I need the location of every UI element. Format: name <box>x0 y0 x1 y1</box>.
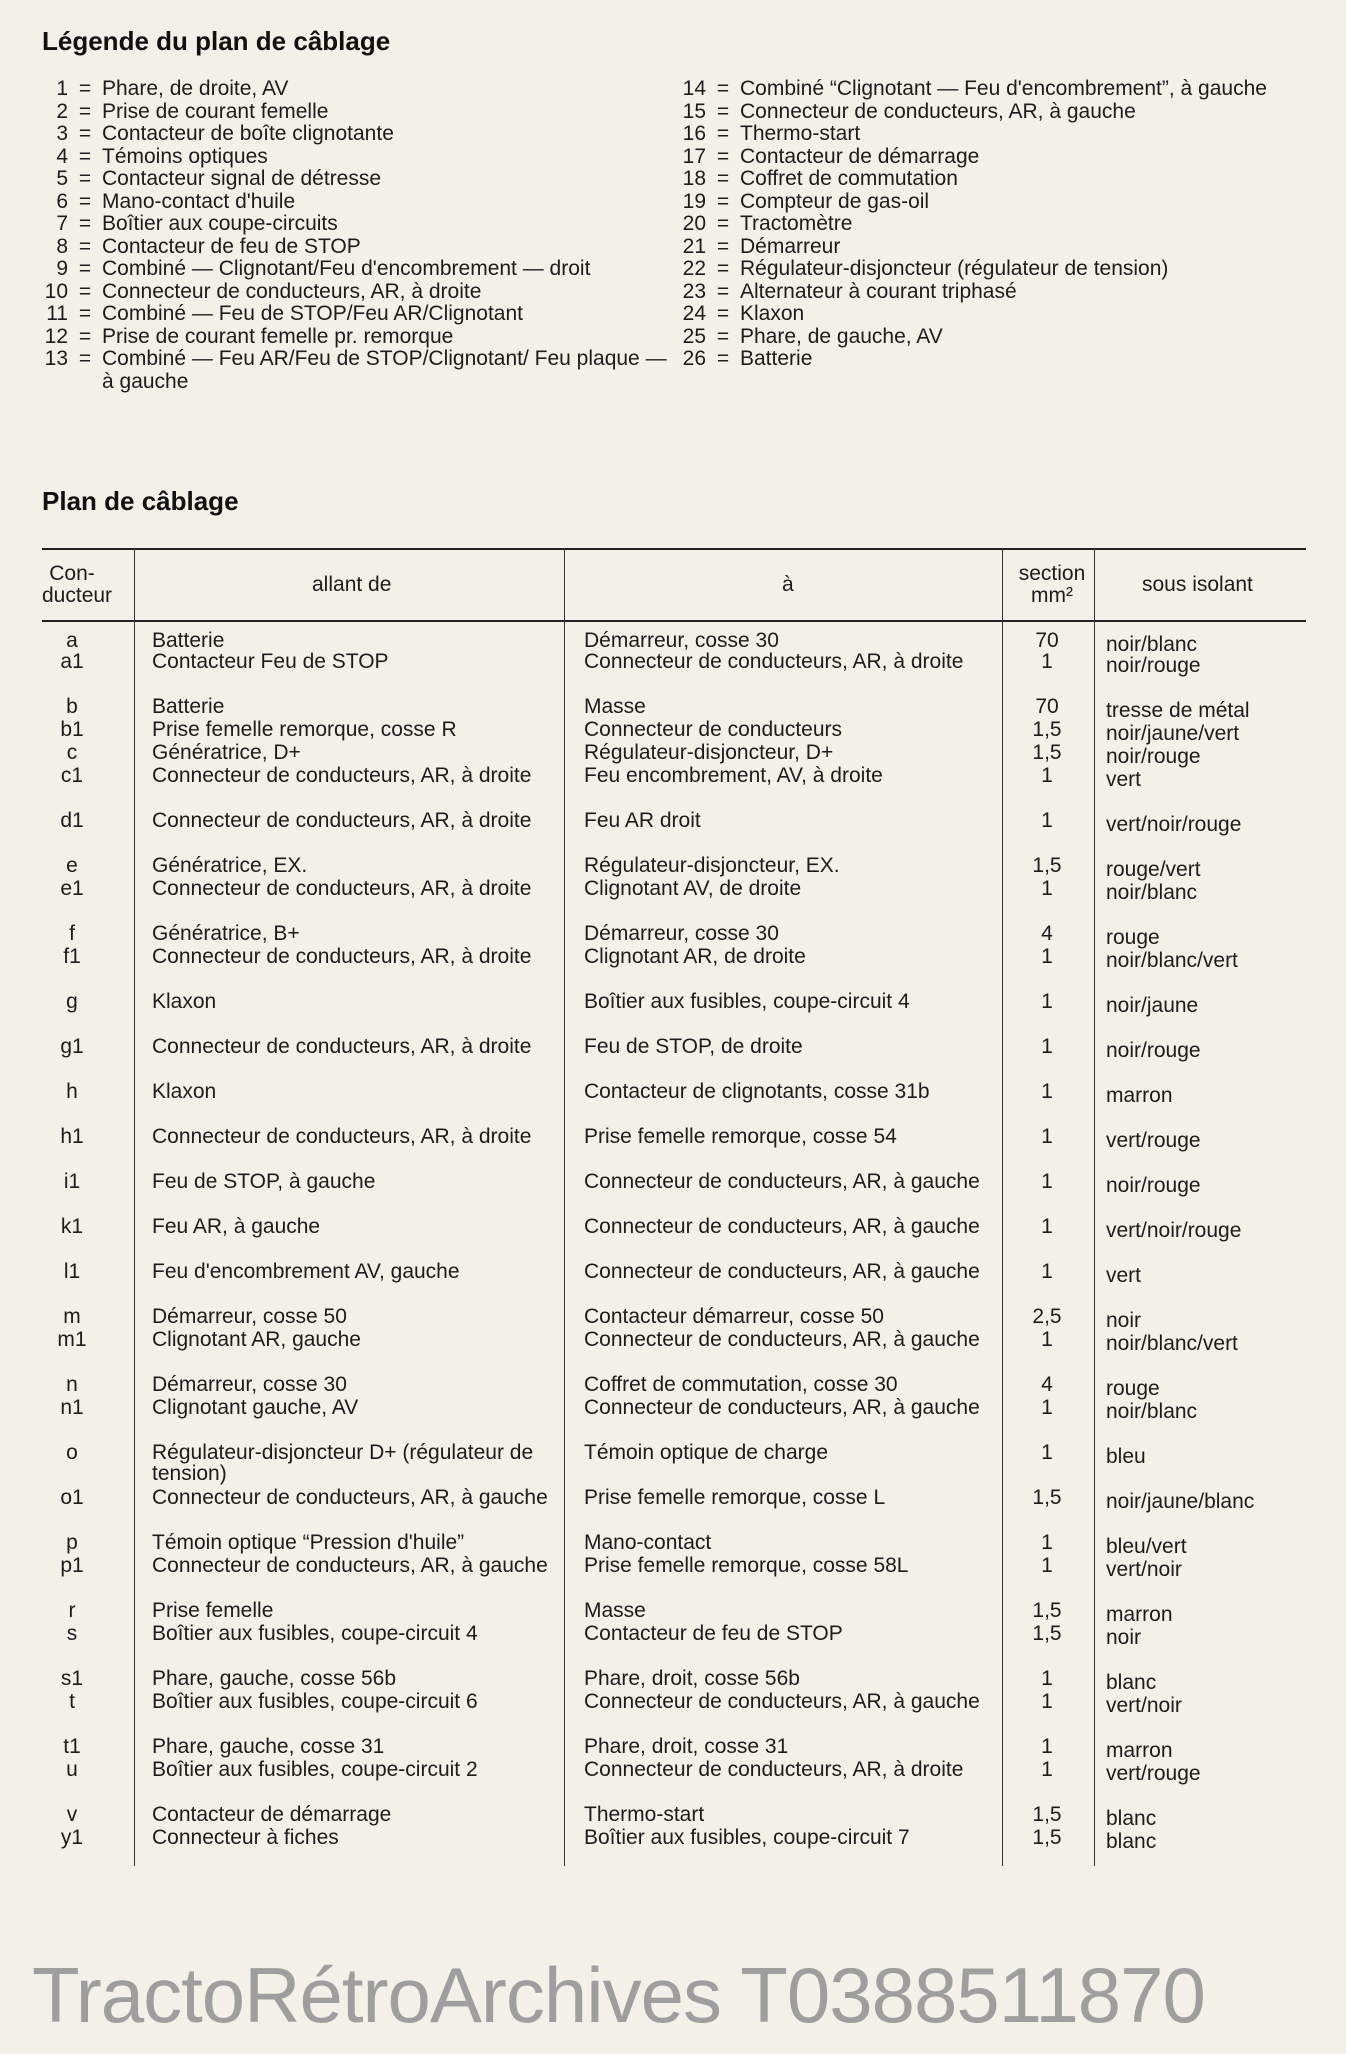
cell-allant-de: Connecteur de conducteurs, AR, à gauche <box>152 1486 548 1509</box>
cell-allant-de: Régulateur-disjoncteur D+ (régulateur de tension) <box>152 1441 534 1485</box>
header-isolant-label: sous isolant <box>1142 573 1253 596</box>
cell-conducteur: m <box>63 1305 81 1328</box>
cell-allant-de: Batterie <box>152 629 225 652</box>
legend-text: Régulateur-disjoncteur (régulateur de tension) <box>740 257 1169 280</box>
legend-equals: = <box>716 302 730 325</box>
cell-a: Démarreur, cosse 30 <box>584 922 779 945</box>
cell-section: 1 <box>1041 764 1053 787</box>
cell-section: 1,5 <box>1032 1599 1062 1622</box>
legend-number: 23 <box>682 279 706 303</box>
legend-number: 2 <box>56 99 68 123</box>
legend-item <box>680 168 1320 191</box>
cell-a: Prise femelle remorque, cosse L <box>584 1486 886 1509</box>
cell-allant-de: Démarreur, cosse 50 <box>152 1305 347 1328</box>
legend-equals: = <box>78 324 92 348</box>
cell-section: 1 <box>1041 809 1053 832</box>
cell-a: Coffret de commutation, cosse 30 <box>584 1373 898 1396</box>
cell-isolant: vert/noir/rouge <box>1106 813 1242 836</box>
cell-conducteur: f <box>69 922 75 945</box>
cell-allant-de: Klaxon <box>152 1080 217 1103</box>
legend-item <box>680 146 1320 169</box>
cell-a: Feu AR droit <box>584 809 701 832</box>
cell-section: 1,5 <box>1032 854 1062 877</box>
cell-isolant: vert <box>1106 1264 1142 1287</box>
legend-text: Mano-contact d'huile <box>102 189 296 213</box>
cell-conducteur: g <box>66 990 78 1013</box>
cell-conducteur: v <box>66 1803 78 1826</box>
cell-conducteur: u <box>66 1758 78 1781</box>
legend-text: Prise de courant femelle pr. remorque <box>102 324 454 348</box>
header-conducteur-label: Con- ducteur <box>42 562 113 607</box>
legend-column-left <box>42 78 682 393</box>
cell-a: Contacteur de feu de STOP <box>584 1622 843 1645</box>
cell-section: 1 <box>1041 1690 1053 1713</box>
cell-conducteur: l1 <box>63 1260 81 1283</box>
watermark: TractoRétroArchives T0388511870 <box>32 1951 1205 2039</box>
cell-allant-de: Connecteur de conducteurs, AR, à droite <box>152 764 532 787</box>
cell-section: 1,5 <box>1032 1486 1062 1509</box>
legend-number: 11 <box>46 302 68 325</box>
cell-a: Connecteur de conducteurs, AR, à gauche <box>584 1690 980 1713</box>
cell-allant-de: Boîtier aux fusibles, coupe-circuit 2 <box>152 1758 478 1781</box>
header-a-label: à <box>782 573 794 596</box>
legend-text: Démarreur <box>740 234 841 258</box>
cell-section: 1 <box>1041 1215 1053 1238</box>
cell-conducteur: y1 <box>60 1826 84 1849</box>
cell-allant-de: Génératrice, EX. <box>152 854 308 877</box>
legend-equals: = <box>716 279 730 303</box>
legend-item <box>42 303 682 326</box>
legend-text: Phare, de gauche, AV <box>740 324 943 348</box>
legend-item <box>42 348 682 393</box>
legend-text: Alternateur à courant triphasé <box>740 279 1017 303</box>
legend-title: Légende du plan de câblage <box>42 26 391 56</box>
cell-a: Clignotant AR, de droite <box>584 945 806 968</box>
cell-allant-de: Klaxon <box>152 990 217 1013</box>
cell-section: 1,5 <box>1032 1622 1062 1645</box>
legend-item <box>42 191 682 214</box>
cell-section: 1,5 <box>1032 718 1062 741</box>
legend-column-right <box>680 78 1320 371</box>
cell-a: Phare, droit, cosse 56b <box>584 1667 800 1690</box>
cell-allant-de: Prise femelle remorque, cosse R <box>152 718 457 741</box>
legend-equals: = <box>78 212 92 235</box>
cell-section: 4 <box>1041 1373 1053 1396</box>
cell-a: Masse <box>584 695 646 718</box>
cell-a: Connecteur de conducteurs, AR, à gauche <box>584 1260 980 1283</box>
legend-item <box>42 236 682 259</box>
cell-isolant: noir <box>1106 1309 1142 1332</box>
legend-equals: = <box>78 279 92 303</box>
legend-number: 3 <box>56 122 68 145</box>
cell-allant-de: Connecteur de conducteurs, AR, à droite <box>152 945 532 968</box>
cell-conducteur: k1 <box>60 1215 84 1238</box>
cell-a: Boîtier aux fusibles, coupe-circuit 4 <box>584 990 910 1013</box>
cell-a: Thermo-start <box>584 1803 705 1826</box>
cell-section: 1 <box>1041 1396 1053 1419</box>
cell-a: Connecteur de conducteurs, AR, à droite <box>584 1758 964 1781</box>
legend-text: Batterie <box>740 347 813 370</box>
legend-number: 15 <box>682 99 706 123</box>
legend-equals: = <box>716 234 730 258</box>
cell-conducteur: g1 <box>60 1035 84 1058</box>
cell-isolant: blanc <box>1106 1807 1157 1830</box>
cell-conducteur: a <box>66 629 78 652</box>
cell-conducteur: i1 <box>63 1170 81 1193</box>
legend-number: 26 <box>682 347 706 370</box>
table-header <box>42 548 1306 622</box>
cell-a: Feu de STOP, de droite <box>584 1035 803 1058</box>
legend-equals: = <box>716 167 730 190</box>
cell-conducteur: h <box>66 1080 78 1103</box>
legend-equals: = <box>78 347 92 370</box>
cell-isolant: blanc <box>1106 1830 1157 1853</box>
cell-section: 1 <box>1041 1667 1053 1690</box>
cell-allant-de: Génératrice, B+ <box>152 922 300 945</box>
header-section-label: section mm² <box>1018 562 1086 607</box>
legend-number: 17 <box>682 144 706 168</box>
cell-conducteur: m1 <box>57 1328 87 1351</box>
cell-allant-de: Connecteur de conducteurs, AR, à droite <box>152 809 532 832</box>
legend-item <box>42 213 682 236</box>
cell-isolant: noir/rouge <box>1106 1174 1201 1197</box>
cell-conducteur: s1 <box>60 1667 84 1690</box>
cell-section: 1 <box>1041 1735 1053 1758</box>
cell-allant-de: Connecteur à fiches <box>152 1826 339 1849</box>
cell-isolant: blanc <box>1106 1671 1157 1694</box>
cell-a: Régulateur-disjoncteur, D+ <box>584 741 834 764</box>
cell-isolant: vert/rouge <box>1106 1129 1201 1152</box>
cell-allant-de: Feu de STOP, à gauche <box>152 1170 376 1193</box>
legend-number: 25 <box>682 324 706 348</box>
cell-allant-de: Boîtier aux fusibles, coupe-circuit 4 <box>152 1622 478 1645</box>
cell-section: 1,5 <box>1032 1826 1062 1849</box>
legend-number: 6 <box>56 189 68 213</box>
cell-section: 1,5 <box>1032 741 1062 764</box>
cell-section: 1 <box>1041 1554 1053 1577</box>
legend-text: Thermo-start <box>740 122 861 145</box>
cell-section: 1 <box>1041 1080 1053 1103</box>
legend-text: Témoins optiques <box>102 144 268 168</box>
legend-text: Connecteur de conducteurs, AR, à droite <box>102 279 482 303</box>
cell-section: 1 <box>1041 1441 1053 1464</box>
cell-conducteur: t <box>69 1690 75 1713</box>
cell-section: 1 <box>1041 1758 1053 1781</box>
legend-number: 24 <box>682 302 706 325</box>
legend-number: 19 <box>682 189 706 213</box>
legend-equals: = <box>716 77 730 100</box>
legend-equals: = <box>716 99 730 123</box>
cell-a: Boîtier aux fusibles, coupe-circuit 7 <box>584 1826 910 1849</box>
legend-text: Tractomètre <box>740 212 853 235</box>
cell-conducteur: e1 <box>60 877 84 900</box>
legend-equals: = <box>716 324 730 348</box>
legend-item <box>680 303 1320 326</box>
header-section <box>1002 550 1102 620</box>
legend-equals: = <box>78 257 92 280</box>
legend-number: 4 <box>56 144 68 168</box>
cell-allant-de: Contacteur Feu de STOP <box>152 650 389 673</box>
legend-number: 22 <box>682 257 706 280</box>
cell-conducteur: p <box>66 1531 78 1554</box>
cell-a: Mano-contact <box>584 1531 712 1554</box>
cell-conducteur: b1 <box>60 718 84 741</box>
cell-isolant: vert/noir <box>1106 1558 1182 1581</box>
cell-section: 1 <box>1041 1125 1053 1148</box>
cell-section: 1,5 <box>1032 1803 1062 1826</box>
legend-number: 8 <box>56 234 68 258</box>
cell-isolant: noir/blanc <box>1106 633 1198 656</box>
cell-allant-de: Contacteur de démarrage <box>152 1803 392 1826</box>
cell-a: Clignotant AV, de droite <box>584 877 802 900</box>
cell-a: Prise femelle remorque, cosse 58L <box>584 1554 909 1577</box>
legend-number: 7 <box>56 212 68 235</box>
cell-isolant: vert/rouge <box>1106 1762 1201 1785</box>
legend-number: 21 <box>682 234 706 258</box>
legend-text: Combiné “Clignotant — Feu d'encombrement”, à gauche <box>740 77 1267 100</box>
legend-item <box>42 101 682 124</box>
cell-isolant: noir/jaune <box>1106 994 1199 1017</box>
cell-isolant: vert/noir/rouge <box>1106 1219 1242 1242</box>
cell-conducteur: t1 <box>63 1735 81 1758</box>
cell-conducteur: o1 <box>60 1486 84 1509</box>
legend-number: 18 <box>682 167 706 190</box>
cell-allant-de: Feu AR, à gauche <box>152 1215 321 1238</box>
cell-isolant: rouge/vert <box>1106 858 1201 881</box>
cell-a: Démarreur, cosse 30 <box>584 629 779 652</box>
cell-isolant: rouge <box>1106 926 1160 949</box>
cell-isolant: marron <box>1106 1084 1173 1107</box>
cell-section: 70 <box>1035 695 1059 718</box>
legend-text: Compteur de gas-oil <box>740 189 930 213</box>
cell-section: 1 <box>1041 945 1053 968</box>
cell-a: Connecteur de conducteurs, AR, à gauche <box>584 1396 980 1419</box>
cell-conducteur: a1 <box>60 650 84 673</box>
cell-isolant: noir/blanc <box>1106 881 1198 904</box>
cell-conducteur: d1 <box>60 809 84 832</box>
legend-text: Connecteur de conducteurs, AR, à gauche <box>740 99 1136 123</box>
plan-title: Plan de câblage <box>42 486 239 516</box>
cell-section: 1 <box>1041 1328 1053 1351</box>
legend-equals: = <box>716 189 730 213</box>
legend-text: Phare, de droite, AV <box>102 77 289 100</box>
legend-text: Contacteur de démarrage <box>740 144 980 168</box>
legend-text: Contacteur de feu de STOP <box>102 234 361 258</box>
legend-item <box>42 281 682 304</box>
wiring-table <box>42 548 1306 1872</box>
cell-isolant: noir/blanc/vert <box>1106 1332 1238 1355</box>
cell-isolant: noir/blanc <box>1106 1400 1198 1423</box>
cell-conducteur: c <box>66 741 78 764</box>
legend-text: Coffret de commutation <box>740 167 958 190</box>
legend-item <box>680 213 1320 236</box>
cell-conducteur: c1 <box>60 764 84 787</box>
cell-a: Connecteur de conducteurs, AR, à gauche <box>584 1170 980 1193</box>
legend-text: Combiné — Feu AR/Feu de STOP/Clignotant/ Feu plaque — à gauche <box>102 347 667 393</box>
cell-isolant: noir/jaune/vert <box>1106 722 1240 745</box>
cell-a: Prise femelle remorque, cosse 54 <box>584 1125 897 1148</box>
cell-isolant: marron <box>1106 1739 1173 1762</box>
header-allant-de <box>312 550 391 620</box>
cell-isolant: tresse de métal <box>1106 699 1250 722</box>
legend-equals: = <box>78 167 92 190</box>
cell-isolant: noir/jaune/blanc <box>1106 1490 1255 1513</box>
legend-item <box>680 78 1320 101</box>
cell-allant-de: Génératrice, D+ <box>152 741 301 764</box>
cell-isolant: vert <box>1106 768 1142 791</box>
legend-number: 13 <box>44 347 68 370</box>
legend-number: 9 <box>56 257 68 280</box>
header-isolant <box>1142 550 1253 620</box>
cell-section: 1 <box>1041 990 1053 1013</box>
cell-section: 1 <box>1041 1531 1053 1554</box>
cell-section: 1 <box>1041 1170 1053 1193</box>
cell-allant-de: Clignotant AR, gauche <box>152 1328 361 1351</box>
cell-allant-de: Démarreur, cosse 30 <box>152 1373 347 1396</box>
legend-item <box>680 236 1320 259</box>
header-allant-de-label: allant de <box>312 573 392 596</box>
cell-allant-de: Connecteur de conducteurs, AR, à droite <box>152 877 532 900</box>
cell-allant-de: Connecteur de conducteurs, AR, à droite <box>152 1125 532 1148</box>
cell-section: 4 <box>1041 922 1053 945</box>
cell-section: 1 <box>1041 650 1053 673</box>
legend-text: Klaxon <box>740 302 805 325</box>
cell-isolant: noir <box>1106 1626 1142 1649</box>
legend-equals: = <box>716 257 730 280</box>
cell-conducteur: o <box>66 1441 78 1464</box>
cell-a: Connecteur de conducteurs, AR, à gauche <box>584 1215 980 1238</box>
legend-item <box>680 326 1320 349</box>
legend-number: 16 <box>682 122 706 145</box>
cell-conducteur: e <box>66 854 78 877</box>
cell-section: 2,5 <box>1032 1305 1062 1328</box>
cell-allant-de: Témoin optique “Pression d'huile” <box>152 1531 465 1554</box>
legend-equals: = <box>78 122 92 145</box>
cell-isolant: noir/rouge <box>1106 1039 1201 1062</box>
cell-allant-de: Connecteur de conducteurs, AR, à gauche <box>152 1554 548 1577</box>
cell-allant-de: Prise femelle <box>152 1599 274 1622</box>
cell-a: Masse <box>584 1599 646 1622</box>
cell-conducteur: f1 <box>63 945 81 968</box>
cell-isolant: noir/rouge <box>1106 745 1201 768</box>
cell-section: 70 <box>1035 629 1059 652</box>
legend-equals: = <box>716 144 730 168</box>
cell-isolant: marron <box>1106 1603 1173 1626</box>
legend-equals: = <box>78 144 92 168</box>
cell-isolant: bleu <box>1106 1445 1146 1468</box>
cell-conducteur: r <box>68 1599 76 1622</box>
cell-allant-de: Phare, gauche, cosse 31 <box>152 1735 385 1758</box>
cell-allant-de: Boîtier aux fusibles, coupe-circuit 6 <box>152 1690 478 1713</box>
cell-allant-de: Feu d'encombrement AV, gauche <box>152 1260 460 1283</box>
legend-number: 10 <box>44 279 68 303</box>
legend-number: 1 <box>56 77 68 100</box>
legend-equals: = <box>78 189 92 213</box>
cell-conducteur: n <box>66 1373 78 1396</box>
cell-isolant: bleu/vert <box>1106 1535 1187 1558</box>
cell-a: Feu encombrement, AV, à droite <box>584 764 883 787</box>
legend-item <box>42 326 682 349</box>
cell-conducteur: s <box>66 1622 78 1645</box>
legend-equals: = <box>78 77 92 100</box>
legend-equals: = <box>78 234 92 258</box>
cell-a: Connecteur de conducteurs, AR, à droite <box>584 650 964 673</box>
cell-section: 1 <box>1041 1260 1053 1283</box>
cell-conducteur: n1 <box>60 1396 84 1419</box>
legend-text: Combiné — Feu de STOP/Feu AR/Clignotant <box>102 302 523 325</box>
cell-section: 1 <box>1041 877 1053 900</box>
legend-item <box>680 191 1320 214</box>
legend-text: Contacteur de boîte clignotante <box>102 122 394 145</box>
cell-isolant: noir/blanc/vert <box>1106 949 1238 972</box>
legend-item <box>680 281 1320 304</box>
cell-isolant: vert/noir <box>1106 1694 1182 1717</box>
legend-item <box>680 123 1320 146</box>
cell-a: Témoin optique de charge <box>584 1441 828 1464</box>
cell-conducteur: b <box>66 695 78 718</box>
legend-equals: = <box>78 302 92 325</box>
legend-item <box>42 168 682 191</box>
legend-text: Contacteur signal de détresse <box>102 167 381 190</box>
legend-text: Combiné — Clignotant/Feu d'encombrement — droit <box>102 257 591 280</box>
legend-text: Prise de courant femelle <box>102 99 329 123</box>
legend-equals: = <box>78 99 92 123</box>
cell-isolant: noir/rouge <box>1106 654 1201 677</box>
cell-a: Contacteur démarreur, cosse 50 <box>584 1305 884 1328</box>
legend-item <box>680 101 1320 124</box>
legend-equals: = <box>716 347 730 370</box>
legend-number: 12 <box>44 324 68 348</box>
legend-item <box>42 123 682 146</box>
cell-a: Régulateur-disjoncteur, EX. <box>584 854 840 877</box>
cell-allant-de: Batterie <box>152 695 225 718</box>
header-a <box>782 550 794 620</box>
cell-isolant: rouge <box>1106 1377 1160 1400</box>
legend-number: 20 <box>682 212 706 235</box>
table-body <box>42 622 1306 1872</box>
legend-number: 5 <box>56 167 68 190</box>
legend-item <box>42 78 682 101</box>
cell-allant-de: Clignotant gauche, AV <box>152 1396 359 1419</box>
cell-a: Connecteur de conducteurs, AR, à gauche <box>584 1328 980 1351</box>
legend-equals: = <box>716 122 730 145</box>
legend-text: Boîtier aux coupe-circuits <box>102 212 338 235</box>
legend-equals: = <box>716 212 730 235</box>
legend-number: 14 <box>682 77 706 100</box>
cell-allant-de: Phare, gauche, cosse 56b <box>152 1667 397 1690</box>
cell-a: Phare, droit, cosse 31 <box>584 1735 789 1758</box>
cell-conducteur: p1 <box>60 1554 84 1577</box>
header-conducteur <box>42 550 113 620</box>
legend-item <box>680 258 1320 281</box>
legend-item <box>42 146 682 169</box>
legend-item <box>680 348 1320 371</box>
cell-allant-de: Connecteur de conducteurs, AR, à droite <box>152 1035 532 1058</box>
cell-a: Connecteur de conducteurs <box>584 718 842 741</box>
legend-item <box>42 258 682 281</box>
cell-conducteur: h1 <box>60 1125 84 1148</box>
cell-a: Contacteur de clignotants, cosse 31b <box>584 1080 930 1103</box>
cell-section: 1 <box>1041 1035 1053 1058</box>
